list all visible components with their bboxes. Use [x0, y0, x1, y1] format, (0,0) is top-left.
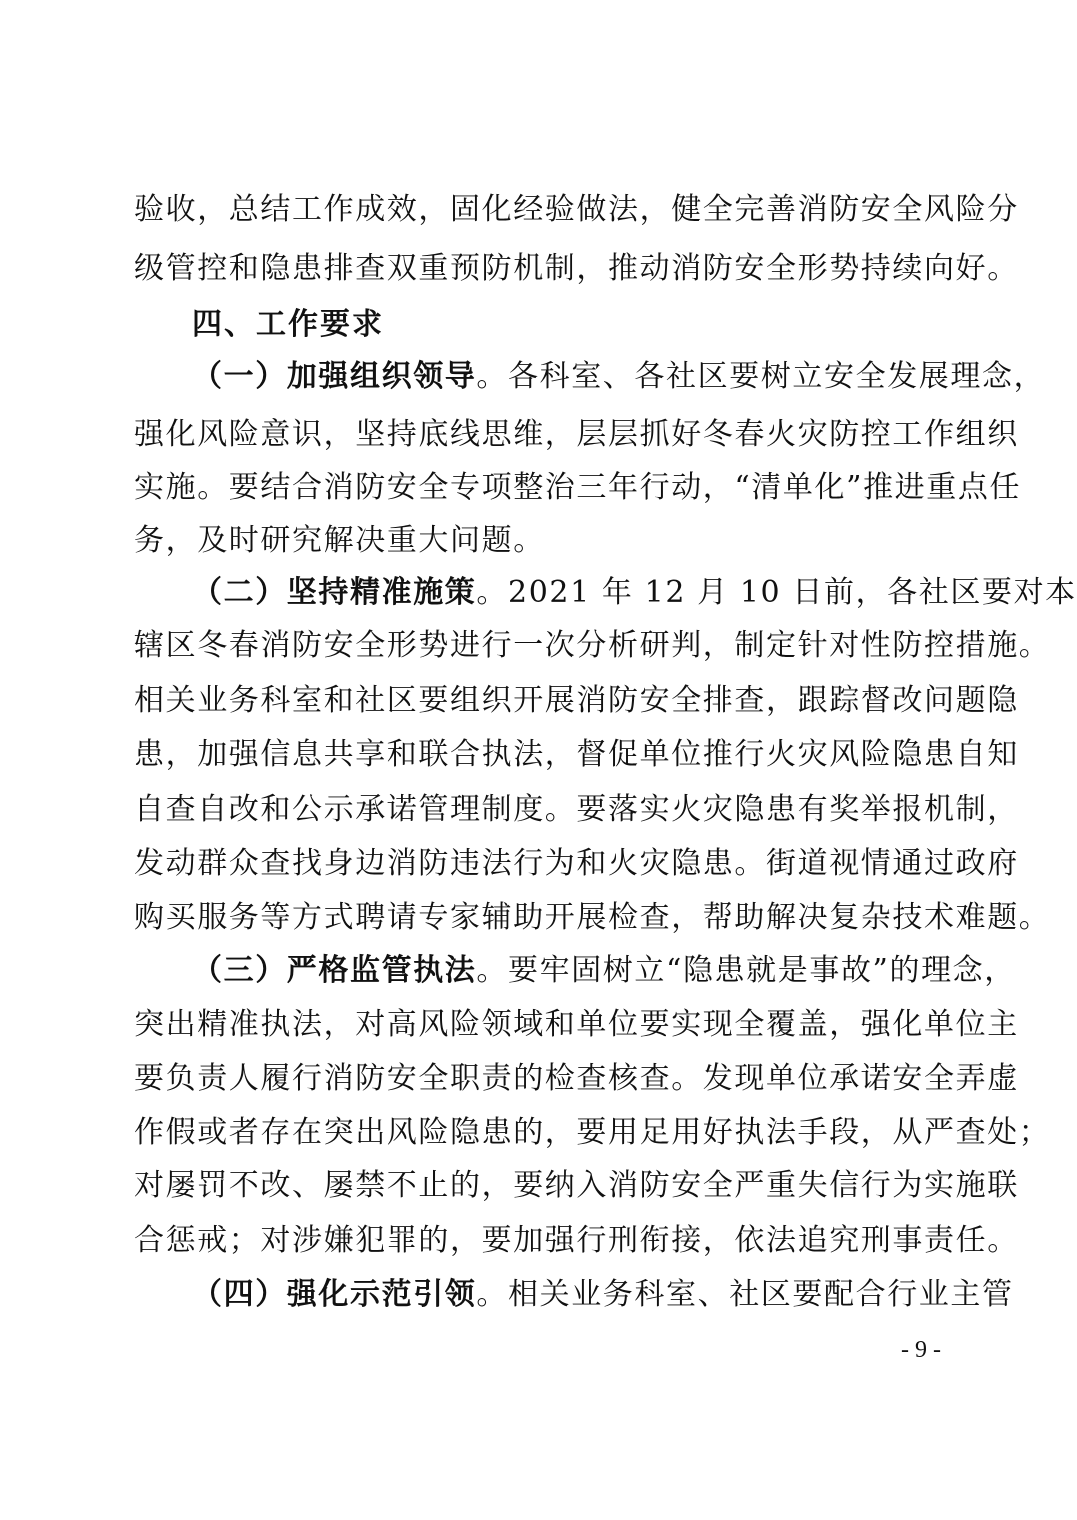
paragraph-first-line [192, 568, 1077, 618]
body-text-line: 实施。要结合消防安全专项整治三年行动，“清单化”推进重点任 [134, 470, 1022, 505]
body-text-line: 要负责人履行消防安全职责的检查核查。发现单位承诺安全弄虚 [134, 1061, 1019, 1096]
body-text-line: 验收，总结工作成效，固化经验做法，健全完善消防安全风险分 [134, 192, 1019, 227]
body-text-line: 患，加强信息共享和联合执法，督促单位推行火灾风险隐患自知 [134, 737, 1019, 772]
body-text-line: 作假或者存在突出风险隐患的，要用足用好执法手段，从严查处； [134, 1115, 1051, 1150]
paragraph-first-line [192, 946, 1016, 996]
section-heading: 四、工作要求 [192, 307, 384, 342]
body-text-line: 突出精准执法，对高风险领域和单位要实现全覆盖，强化单位主 [134, 1007, 1019, 1042]
body-text-line: 辖区冬春消防安全形势进行一次分析研判，制定针对性防控措施。 [134, 628, 1051, 663]
paragraph-text: 。相关业务科室、社区要配合行业主管 [476, 1277, 1014, 1312]
body-text-line: 自查自改和公示承诺管理制度。要落实火灾隐患有奖举报机制， [134, 792, 1019, 827]
paragraph-title: （二）坚持精准施策 [192, 575, 477, 610]
body-text-line: 级管控和隐患排查双重预防机制，推动消防安全形势持续向好。 [134, 251, 1019, 286]
body-text-line: 发动群众查找身边消防违法行为和火灾隐患。街道视情通过政府 [134, 846, 1019, 881]
body-text-line: 相关业务科室和社区要组织开展消防安全排查，跟踪督改问题隐 [134, 683, 1019, 718]
paragraph-title: （三）严格监管执法 [192, 953, 477, 988]
body-text-line: 购买服务等方式聘请专家辅助开展检查，帮助解决复杂技术难题。 [134, 900, 1051, 935]
body-text-line: 对屡罚不改、屡禁不止的，要纳入消防安全严重失信行为实施联 [134, 1168, 1019, 1203]
paragraph-title: （一）加强组织领导 [192, 359, 477, 394]
paragraph-text: 。各科室、各社区要树立安全发展理念， [476, 359, 1046, 394]
page-number: - 9 - [901, 1337, 941, 1363]
paragraph-title: （四）强化示范引领 [192, 1277, 477, 1312]
paragraph-first-line [192, 352, 1046, 402]
body-text-line: 务，及时研究解决重大问题。 [134, 523, 545, 558]
paragraph-first-line [192, 1270, 1014, 1320]
body-text-line: 合惩戒；对涉嫌犯罪的，要加强行刑衔接，依法追究刑事责任。 [134, 1223, 1019, 1258]
paragraph-text: 。2021 年 12 月 10 日前，各社区要对本 [476, 575, 1077, 610]
paragraph-text: 。要牢固树立“隐患就是事故”的理念， [476, 953, 1016, 988]
body-text-line: 强化风险意识，坚持底线思维，层层抓好冬春火灾防控工作组织 [134, 417, 1019, 452]
